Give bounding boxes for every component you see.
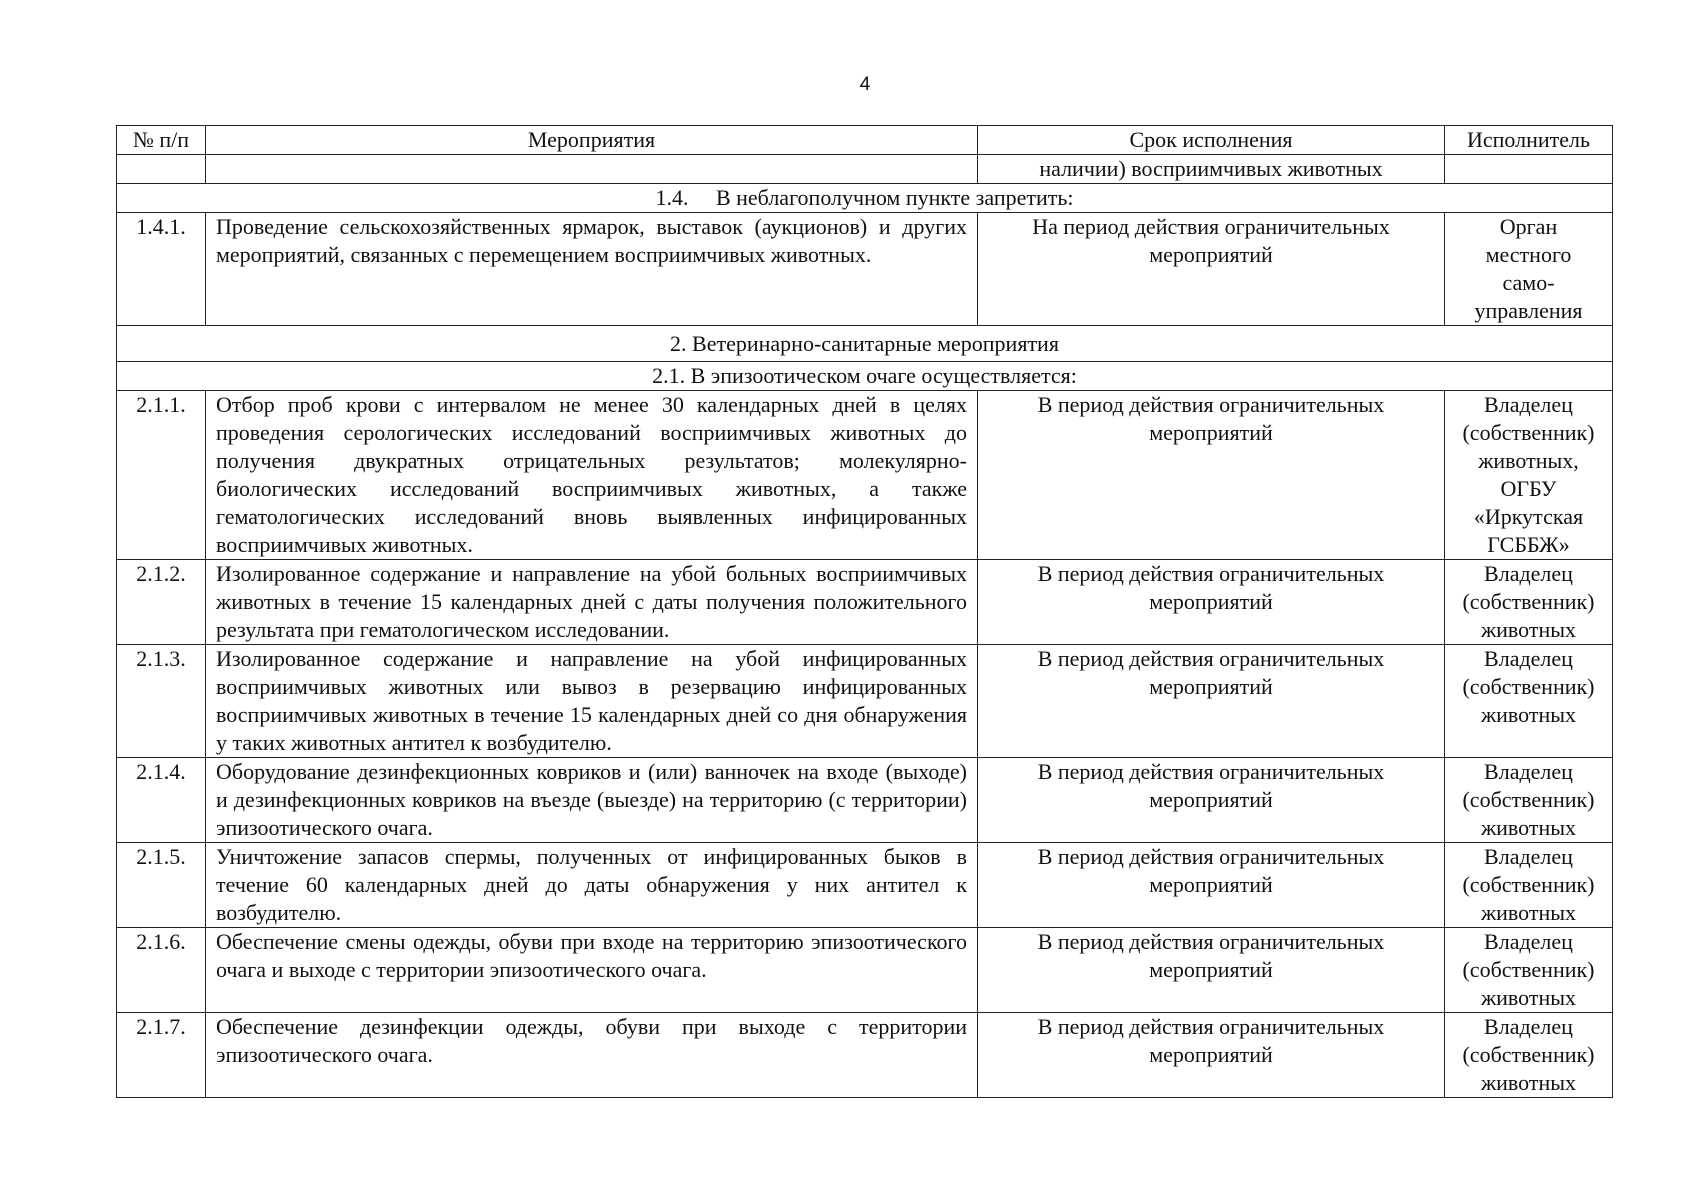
- cell-executor: [1445, 391, 1613, 560]
- cell-num: 2.1.5.: [117, 843, 206, 928]
- subsection-1-4-title: 1.4. В неблагополучном пункте запретить:: [117, 184, 1613, 213]
- executor-line: Владелец: [1484, 561, 1573, 586]
- table-row: [117, 645, 1613, 758]
- deadline-line: мероприятий: [1149, 957, 1273, 982]
- cell-executor: [1445, 560, 1613, 645]
- deadline-line: На период действия ограничительных: [1032, 214, 1390, 239]
- cell-deadline: [978, 213, 1445, 326]
- deadline-line: В период действия ограничительных: [1037, 392, 1385, 417]
- executor-line: животных: [1480, 702, 1577, 727]
- deadline-line: В период действия ограничительных: [1037, 929, 1385, 954]
- table-header-row: [117, 126, 1613, 155]
- cell-measure: Обеспечение дезинфекции одежды, обуви при выходе с территории эпизоотического очага.: [206, 1013, 978, 1098]
- cell-deadline: [978, 391, 1445, 560]
- executor-line: само-: [1502, 270, 1555, 295]
- cell-executor: [1445, 155, 1613, 184]
- cell-measure: Проведение сельскохозяйственных ярмарок, выставок (аукционов) и других мероприятий, связанных с перемещением восприимчивых животных.: [206, 213, 978, 326]
- executor-line: животных: [1480, 900, 1577, 925]
- table-row: [117, 391, 1613, 560]
- cell-measure: Изолированное содержание и направление на убой больных восприимчивых животных в течение 15 календарных дней с даты получения положительного результата при гематологическом исследовании.: [206, 560, 978, 645]
- deadline-line: мероприятий: [1149, 420, 1273, 445]
- cell-num: 2.1.3.: [117, 645, 206, 758]
- section-2-title: 2. Ветеринарно-санитарные мероприятия: [117, 326, 1613, 362]
- executor-line: животных: [1480, 617, 1577, 642]
- executor-line: (собственник): [1462, 1042, 1595, 1067]
- deadline-line: В период действия ограничительных: [1037, 646, 1385, 671]
- measures-table: [116, 125, 1613, 1098]
- cell-measure: Уничтожение запасов спермы, полученных от инфицированных быков в течение 60 календарных дней до даты обнаружения у них антител к возбудителю.: [206, 843, 978, 928]
- executor-line: (собственник): [1462, 787, 1595, 812]
- deadline-line: мероприятий: [1149, 589, 1273, 614]
- table-row: [117, 758, 1613, 843]
- table-row: [117, 843, 1613, 928]
- subsection-2-1-title: 2.1. В эпизоотическом очаге осуществляется:: [117, 362, 1613, 391]
- cell-executor: [1445, 1013, 1613, 1098]
- deadline-line: В период действия ограничительных: [1037, 1014, 1385, 1039]
- cell-executor: [1445, 645, 1613, 758]
- cell-num: 1.4.1.: [117, 213, 206, 326]
- header-deadline: Срок исполнения: [978, 126, 1445, 155]
- cell-deadline: [978, 843, 1445, 928]
- executor-line: Владелец: [1484, 844, 1573, 869]
- deadline-line: мероприятий: [1149, 242, 1273, 267]
- deadline-line: В период действия ограничительных: [1037, 844, 1385, 869]
- executor-line: (собственник): [1462, 872, 1595, 897]
- continuation-row: [117, 155, 1613, 184]
- executor-line: животных,: [1478, 448, 1579, 473]
- cell-executor: [1445, 843, 1613, 928]
- cell-num: 2.1.7.: [117, 1013, 206, 1098]
- deadline-line: мероприятий: [1149, 674, 1273, 699]
- cell-deadline: [978, 560, 1445, 645]
- section-row: [117, 326, 1613, 362]
- cell-deadline: [978, 928, 1445, 1013]
- table-row: [117, 1013, 1613, 1098]
- cell-deadline: [978, 1013, 1445, 1098]
- cell-num: 2.1.6.: [117, 928, 206, 1013]
- executor-line: Владелец: [1484, 392, 1573, 417]
- deadline-line: мероприятий: [1149, 787, 1273, 812]
- executor-line: (собственник): [1462, 589, 1595, 614]
- header-measure: Мероприятия: [206, 126, 978, 155]
- subsection-row: [117, 362, 1613, 391]
- cell-num: [117, 155, 206, 184]
- cell-measure: Оборудование дезинфекционных ковриков и (или) ванночек на входе (выходе) и дезинфекционных ковриков на въезде (выезде) на территорию (с территории) эпизоотического очага.: [206, 758, 978, 843]
- executor-line: Орган: [1499, 214, 1558, 239]
- cell-deadline: [978, 758, 1445, 843]
- executor-line: местного: [1485, 242, 1572, 267]
- executor-line: (собственник): [1462, 420, 1595, 445]
- executor-line: Владелец: [1484, 759, 1573, 784]
- header-executor: Исполнитель: [1445, 126, 1613, 155]
- executor-line: ГСББЖ»: [1487, 532, 1570, 557]
- executor-line: животных: [1480, 985, 1577, 1010]
- deadline-line: мероприятий: [1149, 1042, 1273, 1067]
- header-num: № п/п: [117, 126, 206, 155]
- cell-deadline: наличии) восприимчивых животных: [978, 155, 1445, 184]
- deadline-line: В период действия ограничительных: [1037, 759, 1385, 784]
- cell-executor: [1445, 213, 1613, 326]
- executor-line: Владелец: [1484, 929, 1573, 954]
- cell-measure: [206, 155, 978, 184]
- executor-line: управления: [1474, 298, 1583, 323]
- executor-line: животных: [1480, 1070, 1577, 1095]
- cell-num: 2.1.1.: [117, 391, 206, 560]
- executor-line: (собственник): [1462, 674, 1595, 699]
- executor-line: (собственник): [1462, 957, 1595, 982]
- page-number: 4: [859, 74, 871, 95]
- executor-line: «Иркутская: [1473, 504, 1584, 529]
- subsection-row: [117, 184, 1613, 213]
- table-row: [117, 928, 1613, 1013]
- executor-line: Владелец: [1484, 646, 1573, 671]
- cell-executor: [1445, 928, 1613, 1013]
- deadline-line: В период действия ограничительных: [1037, 561, 1385, 586]
- cell-measure: Изолированное содержание и направление на убой инфицированных восприимчивых животных или вывоз в резервацию инфицированных восприимчивых животных в течение 15 календарных дней со дня обнаружения у таких животных антител к возбудителю.: [206, 645, 978, 758]
- executor-line: животных: [1480, 815, 1577, 840]
- cell-measure: Отбор проб крови с интервалом не менее 30 календарных дней в целях проведения серологических исследований восприимчивых животных до получения двукратных отрицательных результатов; молекулярно-биологических исследований восприимчивых животных, а также гематологических исследований вновь выявленных инфицированных восприимчивых животных.: [206, 391, 978, 560]
- cell-deadline: [978, 645, 1445, 758]
- deadline-line: мероприятий: [1149, 872, 1273, 897]
- table-row: [117, 560, 1613, 645]
- table-row: [117, 213, 1613, 326]
- cell-num: 2.1.2.: [117, 560, 206, 645]
- executor-line: Владелец: [1484, 1014, 1573, 1039]
- cell-executor: [1445, 758, 1613, 843]
- executor-line: ОГБУ: [1500, 476, 1557, 501]
- cell-measure: Обеспечение смены одежды, обуви при входе на территорию эпизоотического очага и выходе с территории эпизоотического очага.: [206, 928, 978, 1013]
- cell-num: 2.1.4.: [117, 758, 206, 843]
